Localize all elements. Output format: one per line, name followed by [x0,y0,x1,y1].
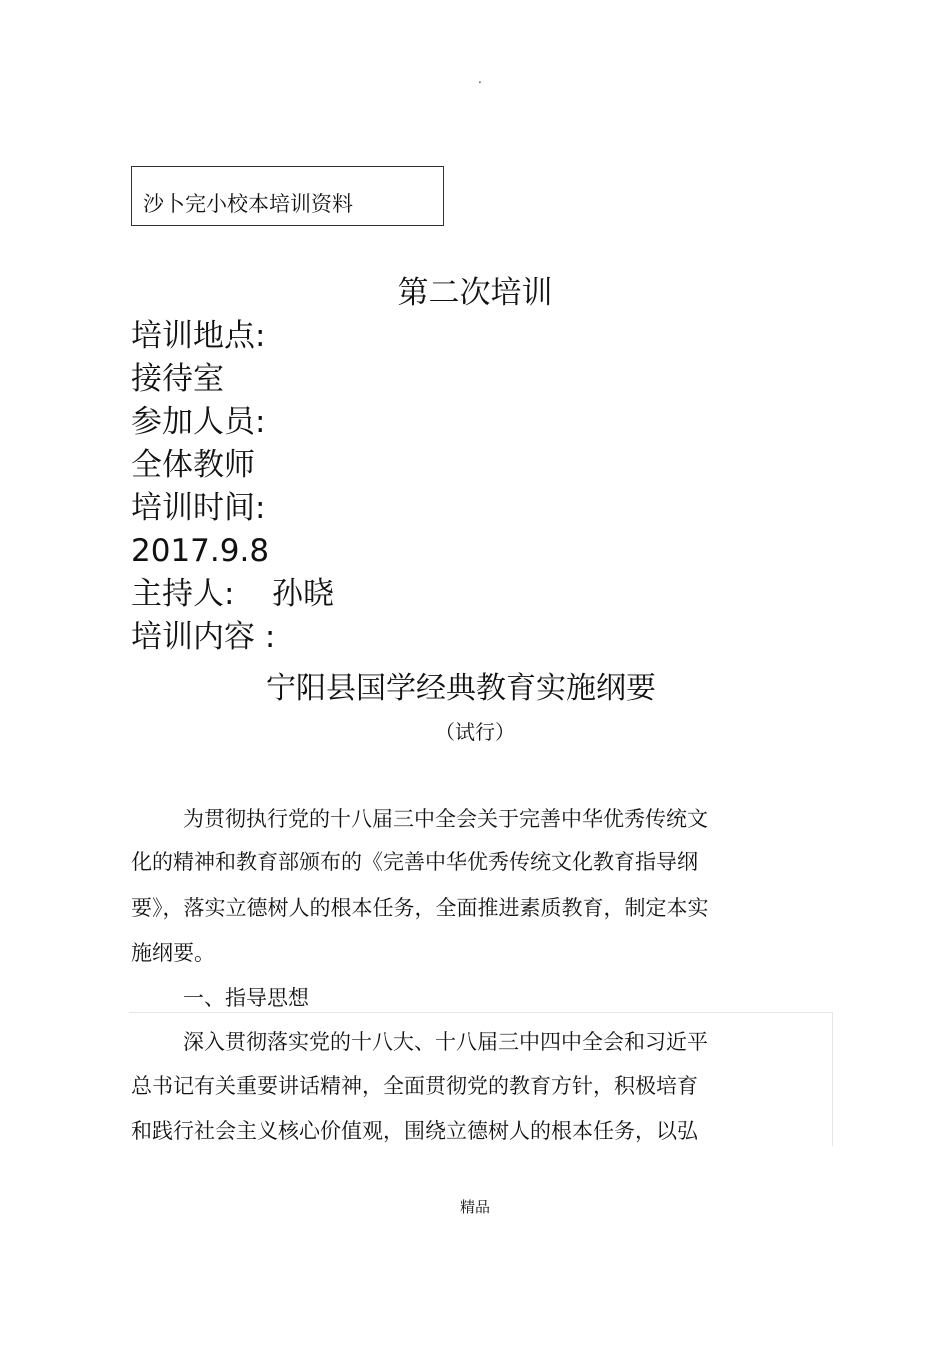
section-line: 深入贯彻落实党的十八大、十八届三中四中全会和习近平 [183,1030,708,1054]
document-title: 宁阳县国学经典教育实施纲要 [266,671,656,706]
location-value: 接待室 [131,361,224,397]
intro-line: 施纲要。 [131,941,215,965]
intro-line: 化的精神和教育部颁布的《完善中华优秀传统文化教育指导纲 [131,850,698,874]
footer-label: 精品 [459,1198,490,1216]
section-line: 和践行社会主义核心价值观，围绕立德树人的根本任务，以弘 [131,1119,698,1143]
page-title: 第二次培训 [397,275,553,311]
participants-label: 参加人员: [131,404,266,440]
content-label: 培训内容 : [131,619,276,655]
time-value: 2017.9.8 [131,533,270,569]
header-mark: . [478,72,482,86]
intro-line: 为贯彻执行党的十八届三中全会关于完善中华优秀传统文 [183,807,708,831]
section-heading: 一、指导思想 [183,986,309,1010]
time-label: 培训时间: [131,490,266,526]
school-label: 沙卜完小校本培训资料 [143,192,353,216]
location-label: 培训地点: [131,318,266,354]
intro-line: 要》，落实立德树人的根本任务，全面推进素质教育，制定本实 [131,896,709,920]
participants-value: 全体教师 [131,447,255,483]
host-value: 孙晓 [272,576,334,612]
host-label: 主持人: [131,576,235,612]
section-line: 总书记有关重要讲话精神，全面贯彻党的教育方针，积极培育 [131,1074,698,1098]
document-subtitle: （试行） [435,720,515,744]
